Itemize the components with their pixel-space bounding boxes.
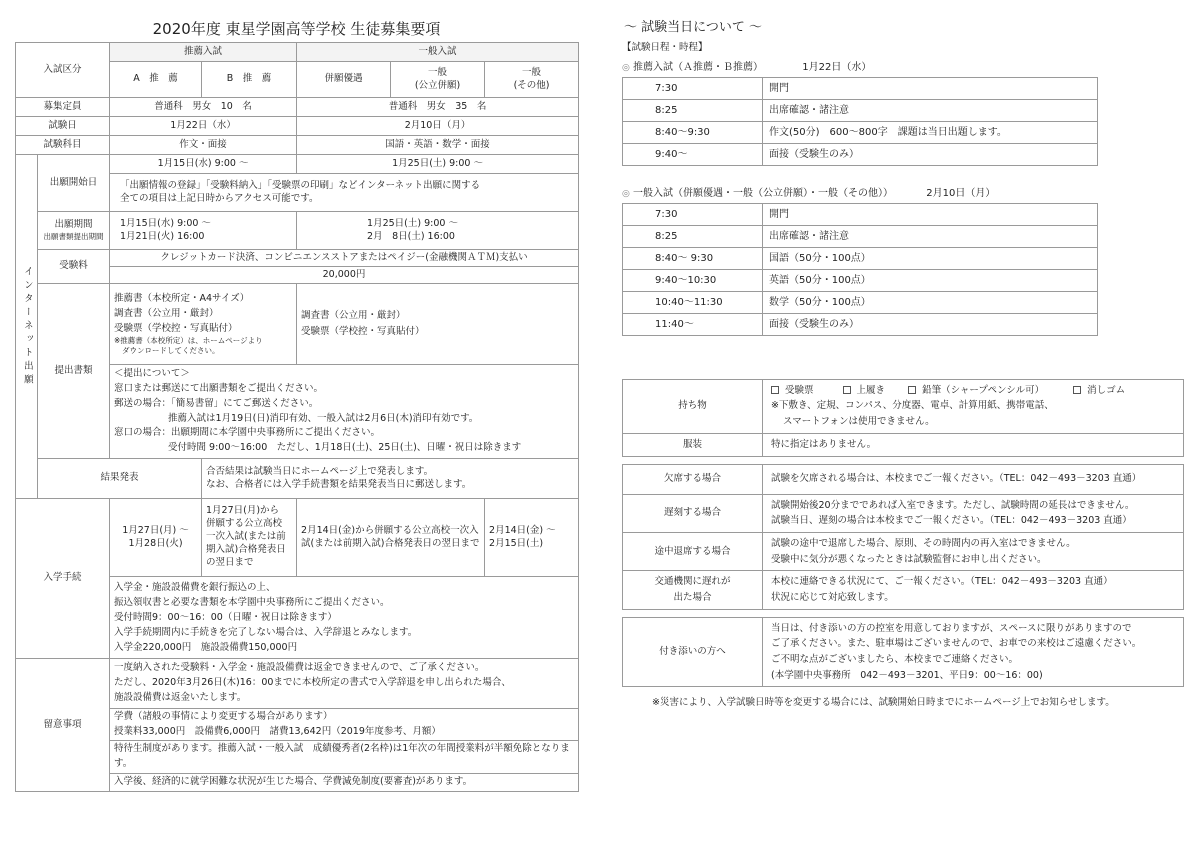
- schedule-row: 11:40～ 面接（受験生のみ）: [623, 313, 1098, 335]
- period-ippan: 1月25日(土) 9:00 ～ 2月 8日(土) 16:00: [297, 212, 579, 250]
- schedule-row: 10:40～11:30 数学（50分・100点）: [623, 291, 1098, 313]
- admission-table: [15, 42, 579, 792]
- start-note: 「出願情報の登録」「受験料納入」「受験票の印刷」などインターネット出願に関する 全ての項目は上記日時からアクセス可能です。: [110, 174, 579, 212]
- schedule-row: 8:40～9:30 作文(50分) 600～800字 課題は当日出題します。: [623, 121, 1098, 143]
- suisen-heading: ◎ 推薦入試（Ａ推薦・Ｂ推薦） 1月22日（水）: [622, 61, 872, 73]
- checkbox-icon: [908, 386, 916, 394]
- row-label-subjects: 試験科目: [16, 136, 110, 155]
- row-label-capacity: 募集定員: [16, 98, 110, 117]
- row-label-exam-date: 試験日: [16, 117, 110, 136]
- row-label-notes: 留意事項: [16, 659, 110, 792]
- exam-date-suisen: 1月22日（水）: [110, 117, 297, 136]
- header-b-suisen: B 推 薦: [202, 62, 297, 98]
- schedule-row: 9:40～10:30 英語（50分・100点）: [623, 269, 1098, 291]
- suisen-schedule: [622, 77, 1098, 166]
- schedule-row: 8:40～ 9:30 国語（50分・100点）: [623, 247, 1098, 269]
- start-suisen: 1月15日(水) 9:00 ～: [110, 155, 297, 174]
- schedule-row: 8:25 出席確認・諸注意: [623, 99, 1098, 121]
- header-ippan: 一般入試: [297, 43, 579, 62]
- capacity-ippan: 普通科 男女 35 名: [297, 98, 579, 117]
- kesseki-content: 試験を欠席される場合は、本校までご一報ください。（TEL：042－493－3203 直通）: [763, 464, 1184, 494]
- notes-refund: 一度納入された受験料・入学金・施設設備費は返金できませんので、ご了承ください。 ただし、2020年3月26日(木)16：00までに本校所定の書式で入学辞退を申し出られた場合、 施設設備費は返金いたします。: [110, 659, 579, 709]
- schedule-row: 9:40～ 面接（受験生のみ）: [623, 143, 1098, 165]
- row-label-docs: 提出書類: [38, 284, 110, 459]
- row-label-period: 出願期間 出願書類提出期間: [38, 212, 110, 250]
- period-suisen: 1月15日(水) 9:00 ～ 1月21日(火) 16:00: [110, 212, 297, 250]
- ippan-schedule: [622, 203, 1098, 336]
- disaster-footnote: ※災害により、入学試験日時等を変更する場合には、試験開始日時までにホームページ上でお知らせします。: [652, 697, 1115, 709]
- tsukisoi-content: 当日は、付き添いの方の控室を用意しておりますが、スペースに限りがありますので ご了承ください。また、駐車場はございませんので、お車での来校はご遠慮ください。 ご不明な点がございましたら、本校までご連絡ください。 (本学園中央事務所 042－493－3201、平日9：00～16：00): [763, 617, 1184, 687]
- kotsu-content: 本校に連絡できる状況にて、ご一報ください。（TEL：042－493－3203 直通） 状況に応じて対応致します。: [763, 571, 1184, 609]
- checkbox-icon: [771, 386, 779, 394]
- header-heigan: 併願優遇: [297, 62, 391, 98]
- capacity-suisen: 普通科 男女 10 名: [110, 98, 297, 117]
- proc-detail: 入学金・施設設備費を銀行振込の上、 振込領収書と必要な書類を本学園中央事務所にご提出ください。 受付時間9：00～16：00（日曜・祝日は除きます） 入学手続期間内に手続きを完了しない場合は、入学辞退とみなします。 入学金220,000円 施設設備費150,000円: [110, 577, 579, 659]
- label-chikoku: 遅刻する場合: [623, 494, 763, 532]
- row-label-fee: 受験料: [38, 250, 110, 284]
- label-mochimono: 持ち物: [623, 379, 763, 433]
- chikoku-content: 試験開始後20分までであれば入室できます。ただし、試験時間の延長はできません。 試験当日、遅刻の場合は本校までご一報ください。（TEL：042－493－3203 直通）: [763, 494, 1184, 532]
- exam-notes-table: [622, 379, 1184, 687]
- bullet-icon: ◎: [622, 188, 630, 199]
- result-text: 合否結果は試験当日にホームページ上で発表します。 なお、合格者には入学手続書類を結果発表当日に郵送します。: [202, 459, 579, 499]
- docs-suisen: 推薦書（本校所定・A4サイズ） 調査書（公立用・厳封） 受験票（学校控・写真貼付） ※推薦書（本校所定）は、ホームページより ダウンロードしてください。: [110, 284, 297, 365]
- row-label-result: 結果発表: [38, 459, 202, 499]
- checkbox-icon: [1073, 386, 1081, 394]
- header-a-suisen: A 推 薦: [110, 62, 202, 98]
- schedule-subtitle: 【試験日程・時程】: [622, 42, 708, 53]
- mochimono-items: 受験票 上履き 鉛筆（シャープペンシル可） 消しゴム: [771, 383, 1175, 399]
- submit-info: ＜提出について＞ 窓口または郵送にて出願書類をご提出ください。 郵送の場合：「簡易書留」にてご郵送ください。 推薦入試は1月19日(日)消印有効、一般入試は2月6日(木)消印有効です。 窓口の場合：出願期間に本学園中央事務所にご提出ください。 受付時間 9:00～16:00 ただし、1月18日(土)、25日(土)、日曜・祝日は除きます: [110, 365, 579, 459]
- subjects-suisen: 作文・面接: [110, 136, 297, 155]
- row-label-start: 出願開始日: [38, 155, 110, 212]
- label-taishitsu: 途中退席する場合: [623, 532, 763, 570]
- checkbox-icon: [843, 386, 851, 394]
- exam-day-info: [622, 18, 1184, 710]
- subjects-ippan: 国語・英語・数学・面接: [297, 136, 579, 155]
- start-ippan: 1月25日(土) 9:00 ～: [297, 155, 579, 174]
- header-ippan-koritsu: 一般 (公立併願): [391, 62, 485, 98]
- fukuso-content: 特に指定はありません。: [763, 433, 1184, 456]
- label-fukuso: 服装: [623, 433, 763, 456]
- label-tsukisoi: 付き添いの方へ: [623, 617, 763, 687]
- admission-guide: [15, 18, 578, 792]
- row-label-internet: インターネット出願: [16, 155, 38, 499]
- proc-sonota: 2月14日(金) ～ 2月15日(土): [485, 499, 579, 577]
- mochimono-content: 受験票 上履き 鉛筆（シャープペンシル可） 消しゴム ※下敷き、定規、コンパス、分度器、電卓、計算用紙、携帯電話、 スマートフォンは使用できません。: [763, 379, 1184, 433]
- notes-tuition: 学費（諸般の事情により変更する場合があります） 授業料33,000円 設備費6,000円 諸費13,642円（2019年度参考、月額）: [110, 709, 579, 741]
- bullet-icon: ◎: [622, 62, 630, 73]
- ippan-heading: ◎ 一般入試（併願優遇・一般（公立併願）・一般（その他）） 2月10日（月）: [622, 187, 996, 199]
- exam-date-ippan: 2月10日（月）: [297, 117, 579, 136]
- docs-ippan: 調査書（公立用・厳封） 受験票（学校控・写真貼付）: [297, 284, 579, 365]
- schedule-row: 8:25 出席確認・諸注意: [623, 225, 1098, 247]
- right-title: ～ 試験当日について ～: [624, 20, 763, 35]
- header-suisen: 推薦入試: [110, 43, 297, 62]
- label-kesseki: 欠席する場合: [623, 464, 763, 494]
- header-ippan-sonota: 一般 (その他): [485, 62, 579, 98]
- row-label-procedure: 入学手続: [16, 499, 110, 659]
- schedule-row: 7:30 開門: [623, 77, 1098, 99]
- row-label-category: 入試区分: [16, 43, 110, 98]
- fee-method: クレジットカード決済、コンビニエンスストアまたはペイジー(金融機関ＡＴＭ)支払い: [110, 250, 579, 267]
- page-title: 2020年度 東星学園高等学校 生徒募集要項: [152, 20, 441, 38]
- notes-reduction: 入学後、経済的に就学困難な状況が生じた場合、学費減免制度(要審査)があります。: [110, 773, 579, 791]
- proc-koritsu: 2月14日(金)から併願する公立高校一次入 試(または前期入試)合格発表日の翌日まで: [297, 499, 485, 577]
- fee-amount: 20,000円: [110, 267, 579, 284]
- proc-heigan: 1月27日(月)から 併願する公立高校 一次入試(または前 期入試)合格発表日 の翌日まで: [202, 499, 297, 577]
- taishitsu-content: 試験の途中で退席した場合、原則、その時間内の再入室はできません。 受験中に気分が悪くなったときは試験監督にお申し出ください。: [763, 532, 1184, 570]
- label-kotsu: 交通機関に遅れが 出た場合: [623, 571, 763, 609]
- notes-scholarship: 特待生制度があります。推薦入試・一般入試 成績優秀者(2名枠)は1年次の年間授業料が半額免除となりま す。: [110, 741, 579, 773]
- proc-suisen: 1月27日(月) ～ 1月28日(火): [110, 499, 202, 577]
- schedule-row: 7:30 開門: [623, 203, 1098, 225]
